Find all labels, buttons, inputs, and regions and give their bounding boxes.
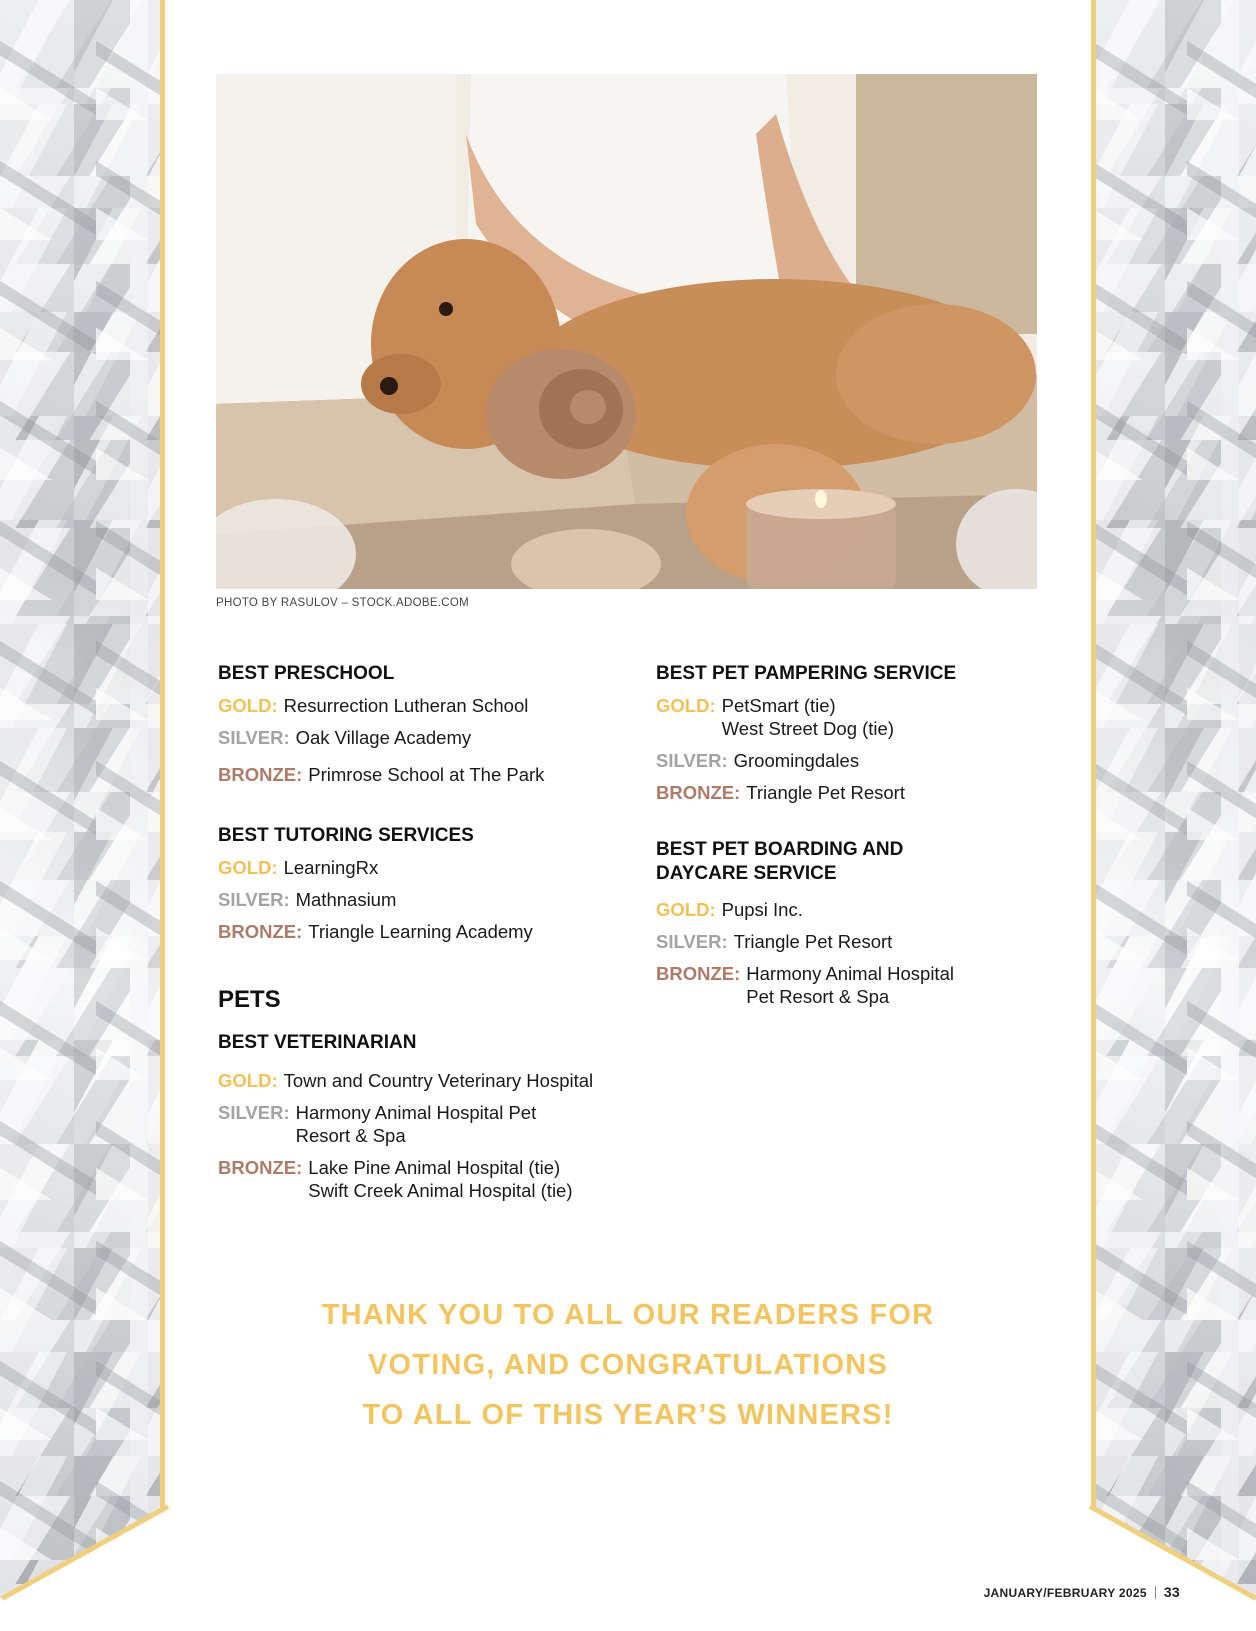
- dog-spa-photo: [216, 74, 1037, 589]
- gold-trim-right: [1091, 0, 1096, 1508]
- medal-label-silver: SILVER:: [656, 931, 728, 952]
- winner-name: [296, 888, 397, 911]
- winner-line: Pupsi Inc.: [721, 899, 803, 920]
- medal-label-gold: GOLD:: [218, 1070, 278, 1091]
- category-title: BEST PET PAMPERING SERVICE: [656, 663, 957, 684]
- winner-entry-silver: [218, 1101, 638, 1147]
- category-best-veterinarian: [218, 1031, 638, 1202]
- medal-label-gold: GOLD:: [218, 857, 278, 878]
- winner-name: [284, 1069, 594, 1092]
- left-column: [218, 662, 638, 1230]
- winner-name: [284, 856, 379, 879]
- medal-label-bronze: BRONZE:: [656, 782, 741, 803]
- winner-name: [746, 781, 905, 804]
- category-title: [656, 838, 1076, 886]
- medal-label-bronze: BRONZE:: [218, 764, 303, 785]
- winner-entry-gold: [656, 898, 1076, 921]
- category-title: BEST VETERINARIAN: [218, 1032, 417, 1053]
- page-footer: [984, 1584, 1180, 1600]
- winner-entry-gold: [218, 856, 638, 879]
- winner-line: LearningRx: [283, 857, 379, 878]
- category-title: BEST PRESCHOOL: [218, 663, 395, 684]
- winner-name: [734, 930, 893, 953]
- winner-name: [308, 1156, 572, 1202]
- winner-line: Triangle Learning Academy: [308, 921, 533, 942]
- category-best-preschool: [218, 662, 638, 786]
- winner-name: [734, 749, 859, 772]
- winner-line: PetSmart (tie): [721, 695, 836, 716]
- issue-date: JANUARY/FEBRUARY 2025: [983, 1586, 1147, 1600]
- winner-name: [722, 898, 803, 921]
- category-title: BEST TUTORING SERVICES: [218, 825, 474, 846]
- diamond-border-right: [1091, 0, 1256, 1631]
- medal-label-silver: SILVER:: [218, 1102, 290, 1123]
- winner-line: Mathnasium: [295, 889, 397, 910]
- thank-you-line: TO ALL OF THIS YEAR’S WINNERS!: [362, 1399, 894, 1431]
- medal-label-silver: SILVER:: [218, 889, 290, 910]
- winner-name: [296, 1101, 537, 1147]
- winner-entry-silver: [656, 749, 1076, 772]
- category-best-pet-pampering: [656, 662, 1076, 804]
- medal-label-bronze: BRONZE:: [218, 921, 303, 942]
- winner-name: [296, 726, 472, 749]
- winner-line: Harmony Animal Hospital Pet: [295, 1102, 537, 1123]
- winner-entry-gold: [218, 1069, 638, 1092]
- winner-entry-bronze: [218, 763, 638, 786]
- medal-label-gold: GOLD:: [218, 695, 278, 716]
- winner-entry-gold: [656, 694, 1076, 740]
- winner-entry-bronze: [218, 920, 638, 943]
- winner-entry-silver: [656, 930, 1076, 953]
- winner-line: West Street Dog (tie): [721, 718, 894, 739]
- diamond-border-left: [0, 0, 165, 1631]
- winner-entry-bronze: [656, 962, 1076, 1008]
- winner-line: Triangle Pet Resort: [733, 931, 893, 952]
- winner-line: Town and Country Veterinary Hospital: [283, 1070, 594, 1091]
- winner-entry-silver: [218, 888, 638, 911]
- category-title-line: DAYCARE SERVICE: [656, 863, 837, 884]
- medal-label-silver: SILVER:: [656, 750, 728, 771]
- medal-label-gold: GOLD:: [656, 695, 716, 716]
- category-best-pet-boarding: [656, 838, 1076, 1008]
- winner-line: Lake Pine Animal Hospital (tie): [308, 1157, 561, 1178]
- winner-line: Resort & Spa: [295, 1125, 406, 1146]
- winner-entry-bronze: [218, 1156, 638, 1202]
- winner-line: Harmony Animal Hospital: [746, 963, 954, 984]
- winner-line: Triangle Pet Resort: [746, 782, 905, 803]
- medal-label-gold: GOLD:: [656, 899, 716, 920]
- right-column: [656, 662, 1076, 1036]
- winner-name: [722, 694, 894, 740]
- footer-divider: [1155, 1586, 1156, 1599]
- section-title-pets: PETS: [218, 986, 281, 1013]
- thank-you-line: THANK YOU TO ALL OUR READERS FOR: [321, 1299, 935, 1331]
- winner-name: [284, 694, 529, 717]
- winner-entry-silver: [218, 726, 638, 749]
- photo-credit: PHOTO BY RASULOV – STOCK.ADOBE.COM: [216, 597, 470, 609]
- thank-you-message: [260, 1290, 996, 1440]
- category-best-tutoring: [218, 824, 638, 943]
- thank-you-line: VOTING, AND CONGRATULATIONS: [367, 1349, 888, 1381]
- page-number: 33: [1163, 1584, 1180, 1600]
- medal-label-silver: SILVER:: [218, 727, 290, 748]
- winner-name: [746, 962, 954, 1008]
- winner-line: Oak Village Academy: [295, 727, 472, 748]
- winner-entry-bronze: [656, 781, 1076, 804]
- gold-trim-left: [160, 0, 165, 1508]
- winner-line: Groomingdales: [733, 750, 860, 771]
- medal-label-bronze: BRONZE:: [656, 963, 741, 984]
- medal-label-bronze: BRONZE:: [218, 1157, 303, 1178]
- winner-line: Primrose School at The Park: [308, 764, 545, 785]
- category-title-line: BEST PET BOARDING AND: [656, 839, 904, 860]
- winner-name: [308, 763, 544, 786]
- winner-line: Swift Creek Animal Hospital (tie): [308, 1180, 573, 1201]
- winner-line: Pet Resort & Spa: [746, 986, 890, 1007]
- winner-name: [308, 920, 533, 943]
- winner-line: Resurrection Lutheran School: [283, 695, 529, 716]
- winner-entry-gold: [218, 694, 638, 717]
